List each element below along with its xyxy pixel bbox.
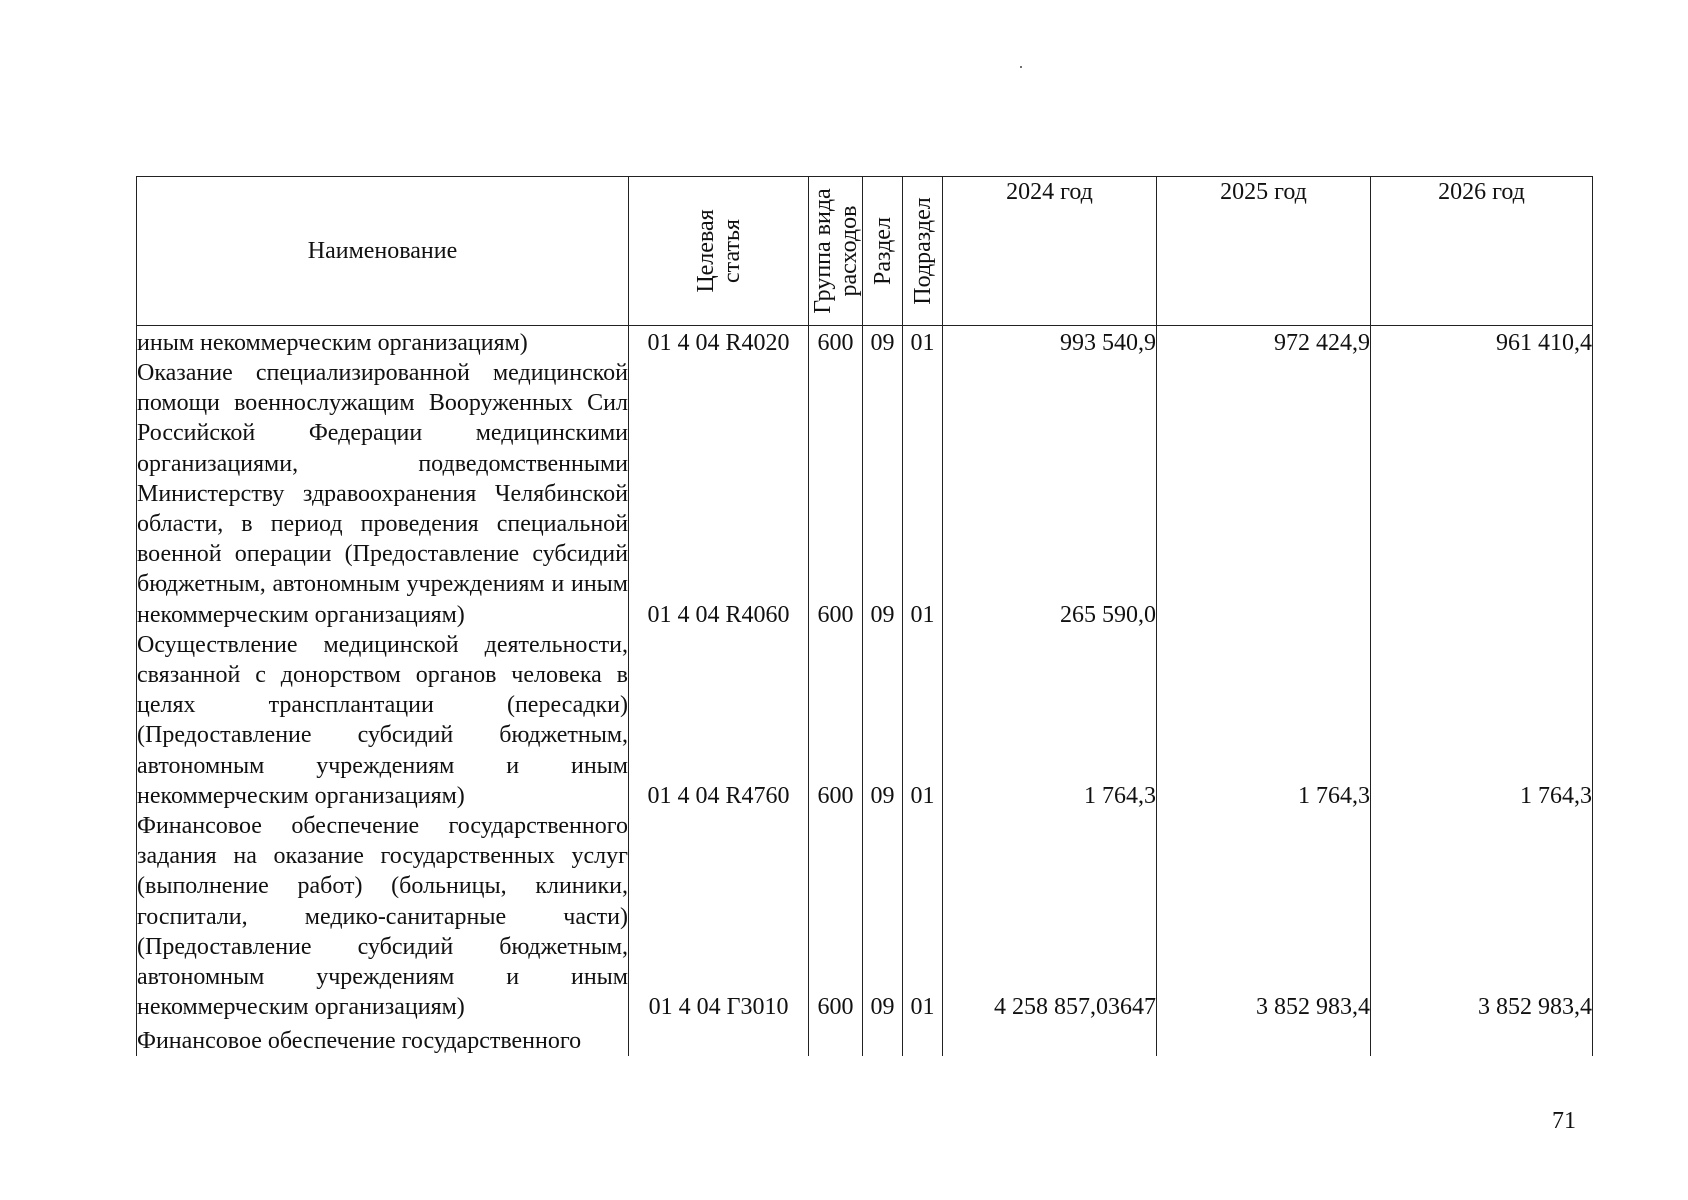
row-value-2026: 3 852 983,4 (1371, 811, 1593, 1022)
row-value-2026 (1371, 1022, 1593, 1056)
scan-speck (1020, 66, 1022, 68)
row-section: 09 (863, 358, 903, 630)
row-section: 09 (863, 630, 903, 811)
row-section: 09 (863, 326, 903, 359)
row-name (137, 1022, 629, 1056)
row-value-2024: 265 590,0 (943, 358, 1157, 630)
row-name (137, 811, 629, 1022)
row-name (137, 358, 629, 630)
row-expense-group: 600 (809, 358, 863, 630)
header-expense-group (809, 177, 863, 326)
header-section-label: Раздел (869, 217, 896, 285)
header-2025: 2025 год (1157, 177, 1371, 326)
header-row (137, 177, 1593, 326)
row-name (137, 326, 629, 359)
row-value-2024: 993 540,9 (943, 326, 1157, 359)
row-value-2025: 1 764,3 (1157, 630, 1371, 811)
page-number: 71 (1552, 1108, 1576, 1134)
row-target-code: 01 4 04 R4060 (629, 358, 809, 630)
table-row (137, 326, 1593, 359)
header-target-article (629, 177, 809, 326)
row-subsection: 01 (903, 358, 943, 630)
table-row (137, 1022, 1593, 1056)
row-value-2026 (1371, 358, 1593, 630)
row-value-2025 (1157, 1022, 1371, 1056)
row-subsection: 01 (903, 811, 943, 1022)
row-name-text: Финансовое обеспечение государственного (137, 1028, 582, 1055)
row-value-2025: 972 424,9 (1157, 326, 1371, 359)
row-target-code: 01 4 04 R4760 (629, 630, 809, 811)
row-name-text: Финансовое обеспечение государственного задания на оказание государственных услуг (выполнение работ) (больницы, клиники, госпитали, медико-санитарные части) (Предоставление субсидий бюджетным, автономным учреждениям и иным некоммерческим организациям) (137, 813, 628, 1021)
header-2024: 2024 год (943, 177, 1157, 326)
table-row (137, 811, 1593, 1022)
row-name (137, 630, 629, 811)
row-value-2024: 1 764,3 (943, 630, 1157, 811)
header-section (863, 177, 903, 326)
row-value-2026: 1 764,3 (1371, 630, 1593, 811)
header-subsection-label: Подраздел (909, 197, 936, 305)
table-row (137, 630, 1593, 811)
row-name-text: Осуществление медицинской деятельности, связанной с донорством органов человека в целях трансплантации (пересадки) (Предоставление субсидий бюджетным, автономным учреждениям и иным некоммерческим организациям) (137, 631, 628, 809)
row-section (863, 1022, 903, 1056)
row-target-code (629, 1022, 809, 1056)
row-target-code: 01 4 04 Г3010 (629, 811, 809, 1022)
row-subsection (903, 1022, 943, 1056)
row-value-2025 (1157, 358, 1371, 630)
row-name-text: иным некоммерческим организациям) (137, 329, 528, 356)
row-subsection: 01 (903, 326, 943, 359)
row-section: 09 (863, 811, 903, 1022)
row-value-2025: 3 852 983,4 (1157, 811, 1371, 1022)
header-expense-group-label: Группа вида расходов (809, 188, 862, 314)
row-value-2024: 4 258 857,03647 (943, 811, 1157, 1022)
row-subsection: 01 (903, 630, 943, 811)
header-name: Наименование (137, 177, 629, 326)
table-row (137, 358, 1593, 630)
budget-table (136, 176, 1593, 1056)
row-expense-group: 600 (809, 811, 863, 1022)
row-expense-group: 600 (809, 326, 863, 359)
row-target-code: 01 4 04 R4020 (629, 326, 809, 359)
row-name-text: Оказание специализированной медицинской помощи военнослужащим Вооруженных Сил Российской Федерации медицинскими организациями, подведомственными Министерству здравоохранения Челябинской области, в период проведения специальной военной операции (Предоставление субсидий бюджетным, автономным учреждениям и иным некоммерческим организациям) (137, 360, 628, 628)
row-expense-group (809, 1022, 863, 1056)
row-value-2024 (943, 1022, 1157, 1056)
header-2026: 2026 год (1371, 177, 1593, 326)
header-subsection (903, 177, 943, 326)
header-target-article-label: Целевая статья (692, 209, 745, 293)
row-value-2026: 961 410,4 (1371, 326, 1593, 359)
row-expense-group: 600 (809, 630, 863, 811)
